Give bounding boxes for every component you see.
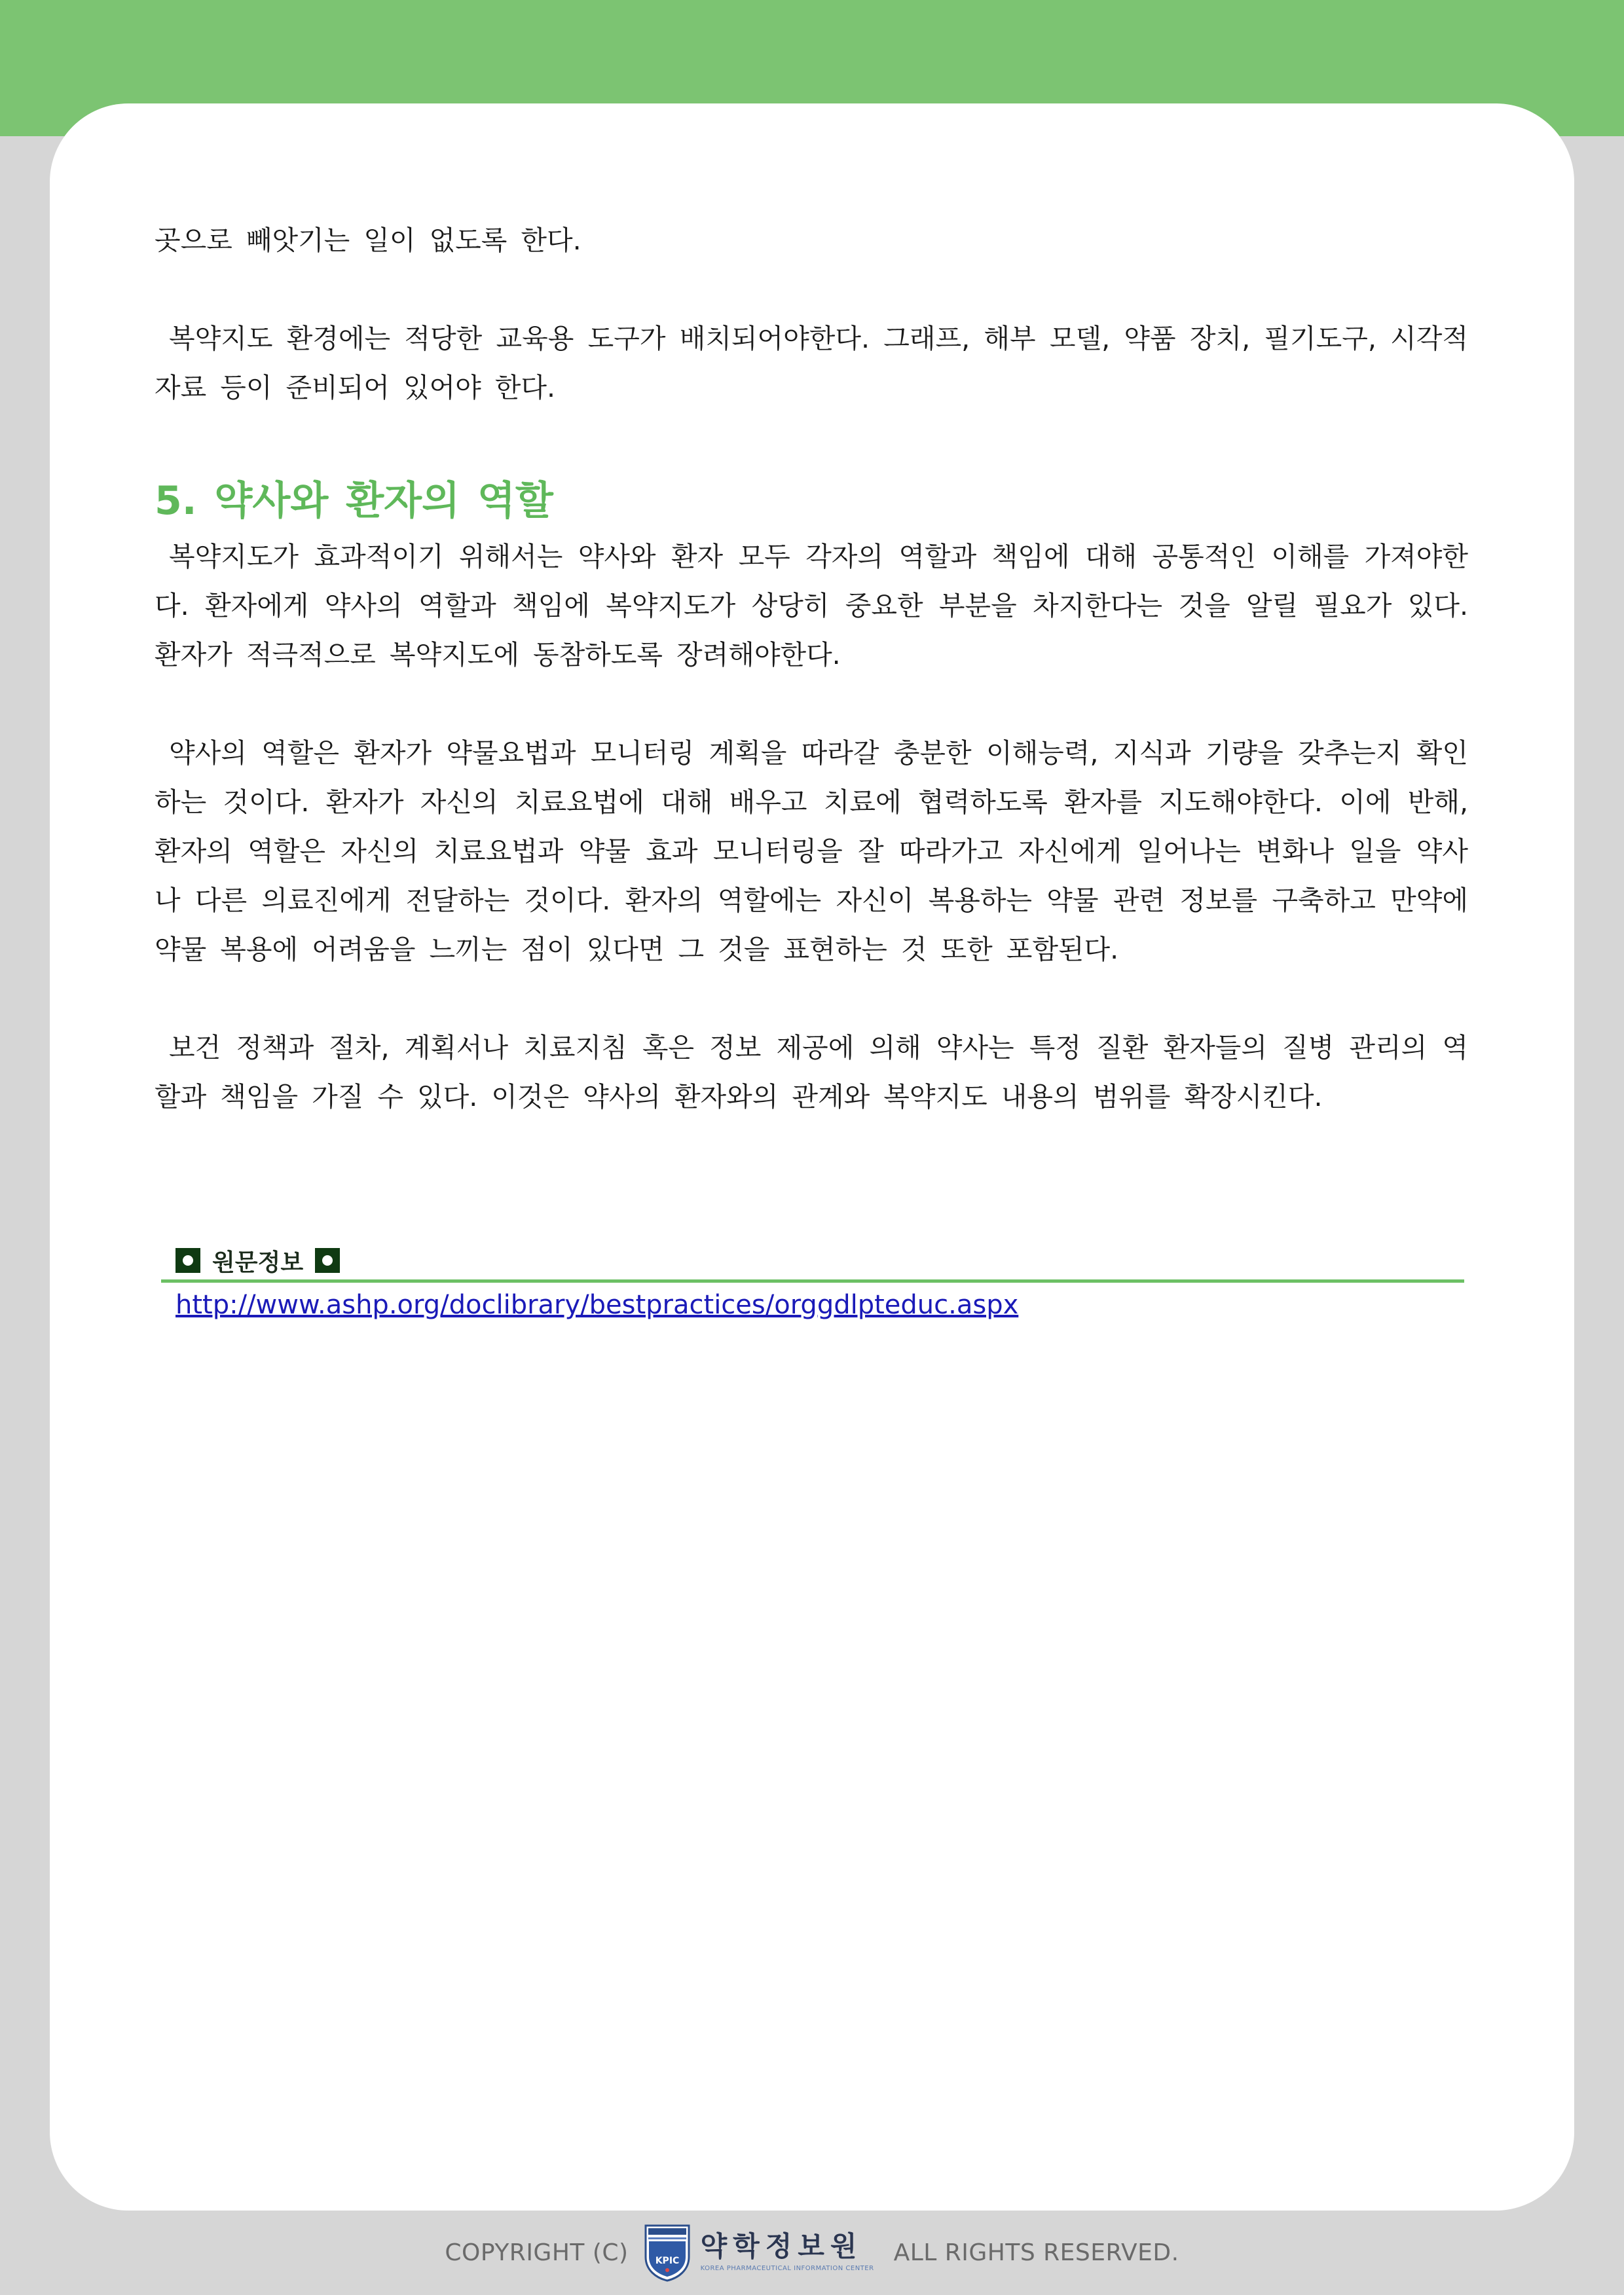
paragraph-pharmacist-patient-roles: 약사의 역할은 환자가 약물요법과 모니터링 계획을 따라갈 충분한 이해능력, 지식과 기량을 갖추는지 확인하는 것이다. 환자가 자신의 치료요법에 대해 배우고 치료에 협력하도록 환자를 지도해야한다. 이에 반해, 환자의 역할은 자신의 치료요법과 약물 효과 모니터링을 잘 따라가고 자신에게 일어나는 변화나 일을 약사나 다른 의료진에게 전달하는 것이다. 환자의 역할에는 자신이 복용하는 약물 관련 정보를 구축하고 만약에 약물 복용에 어려움을 느끼는 점이 있다면 그 것을 표현하는 것 또한 포함된다.	[155, 737, 1468, 965]
section-title: 5. 약사와 환자의 역할	[155, 478, 553, 524]
square-bullet-icon	[175, 1248, 200, 1273]
document-body	[155, 216, 1468, 1122]
square-bullet-icon	[315, 1248, 340, 1273]
logo-name-korean: 약학정보원	[700, 2230, 863, 2262]
logo-name-english: KOREA PHARMACEUTICAL INFORMATION CENTER	[700, 2265, 874, 2272]
logo-wordmark	[701, 2231, 874, 2273]
paragraph-health-policy: 보건 정책과 절차, 계획서나 치료지침 혹은 정보 제공에 의해 약사는 특정 질환 환자들의 질병 관리의 역할과 책임을 가질 수 있다. 이것은 약사의 환자와의 관계와 복약지도 내용의 범위를 확장시킨다.	[155, 1032, 1468, 1112]
logo-badge-text: KPIC	[655, 2256, 679, 2266]
paragraph-roles-intro: 복약지도가 효과적이기 위해서는 약사와 환자 모두 각자의 역할과 책임에 대해 공통적인 이해를 가져야한다. 환자에게 약사의 역할과 책임에 복약지도가 상당히 중요한 부분을 차지한다는 것을 알릴 필요가 있다. 환자가 적극적으로 복약지도에 동참하도록 장려해야한다.	[155, 541, 1468, 670]
source-info	[161, 1244, 1464, 1323]
footer	[0, 2223, 1624, 2282]
kpic-logo-icon	[643, 2223, 692, 2282]
copyright-left: COPYRIGHT (C)	[445, 2239, 629, 2266]
paragraph-continued: 곳으로 빼앗기는 일이 없도록 한다.	[155, 225, 581, 256]
source-info-header	[161, 1244, 1464, 1277]
source-info-label: 원문정보	[212, 1249, 304, 1276]
source-link[interactable]: http://www.ashp.org/doclibrary/bestpractices/orggdlpteduc.aspx	[175, 1290, 1019, 1320]
copyright-right: ALL RIGHTS RESERVED.	[893, 2239, 1179, 2266]
source-divider	[161, 1279, 1464, 1283]
paragraph-education-tools: 복약지도 환경에는 적당한 교육용 도구가 배치되어야한다. 그래프, 해부 모델, 약품 장치, 필기도구, 시각적 자료 등이 준비되어 있어야 한다.	[155, 323, 1468, 403]
